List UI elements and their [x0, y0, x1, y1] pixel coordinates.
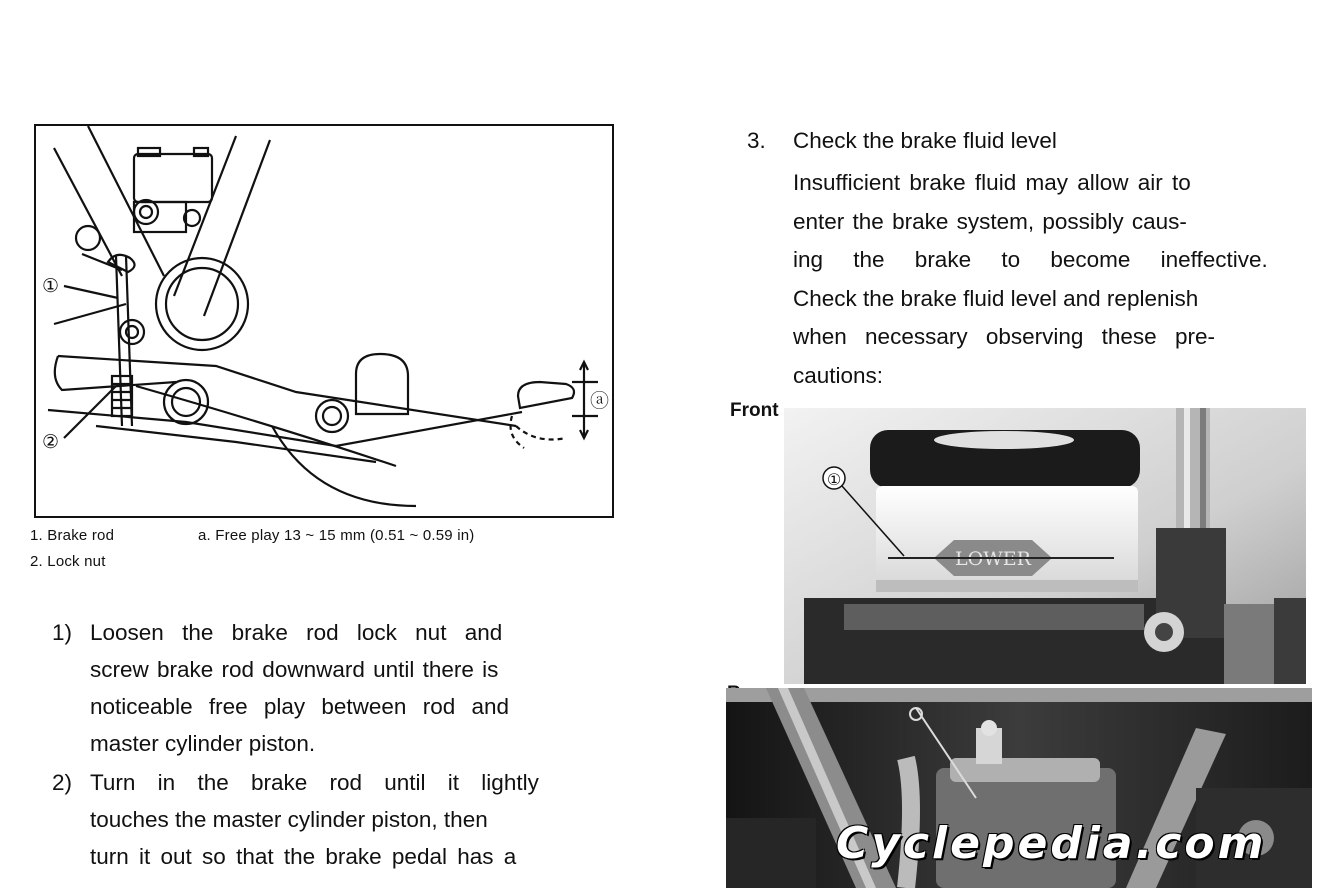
brake-pedal-diagram — [34, 124, 614, 518]
watermark-text: Cyclepedia.com — [836, 818, 1267, 869]
legend-lock-nut: 2. Lock nut — [30, 553, 106, 570]
callout-2-label: ② — [42, 431, 60, 453]
step-2-number: 2) — [52, 770, 73, 795]
lower-mark-text: LOWER — [955, 548, 1031, 570]
check-line: when necessary observing these pre- — [793, 324, 1215, 349]
step-1-line: noticeable free play between rod and — [90, 694, 510, 719]
check-line: cautions: — [793, 362, 884, 388]
check-line: enter the brake system, possibly caus- — [793, 208, 1187, 234]
front-photo-label: Front — [730, 400, 779, 421]
step-2-line: turn it out so that the brake pedal has a — [90, 844, 517, 869]
check-line: Insufficient brake fluid may allow air to — [793, 170, 1191, 195]
step-1-line: Loosen the brake rod lock nut and — [90, 620, 503, 645]
step-2-line: Turn in the brake rod until it lightly — [90, 770, 539, 795]
front-reservoir-photo — [784, 408, 1306, 684]
check-line: Check the brake fluid level and replenish — [793, 285, 1199, 311]
step-2-text — [90, 764, 539, 875]
check-title: Check the brake fluid level — [793, 128, 1057, 153]
check-line: ing the brake to become ineffective. — [793, 247, 1268, 272]
front-photo-callout: ① — [826, 470, 842, 489]
check-number: 3. — [747, 128, 766, 153]
step-1-line: screw brake rod downward until there is — [90, 657, 499, 682]
callout-1-label: ① — [42, 275, 60, 297]
step-2-line: touches the master cylinder piston, then — [90, 807, 488, 832]
step-1-text — [90, 614, 509, 762]
step-1-line: master cylinder piston. — [90, 731, 316, 756]
front-photo-image — [784, 408, 1306, 684]
legend-brake-rod: 1. Brake rod — [30, 527, 115, 544]
diagram-drawing — [36, 126, 612, 516]
callout-a-label: ⓐ — [590, 390, 610, 412]
step-1-number: 1) — [52, 620, 73, 645]
check-paragraph — [793, 164, 1268, 395]
legend-free-play: a. Free play 13 ~ 15 mm (0.51 ~ 0.59 in) — [198, 527, 475, 544]
